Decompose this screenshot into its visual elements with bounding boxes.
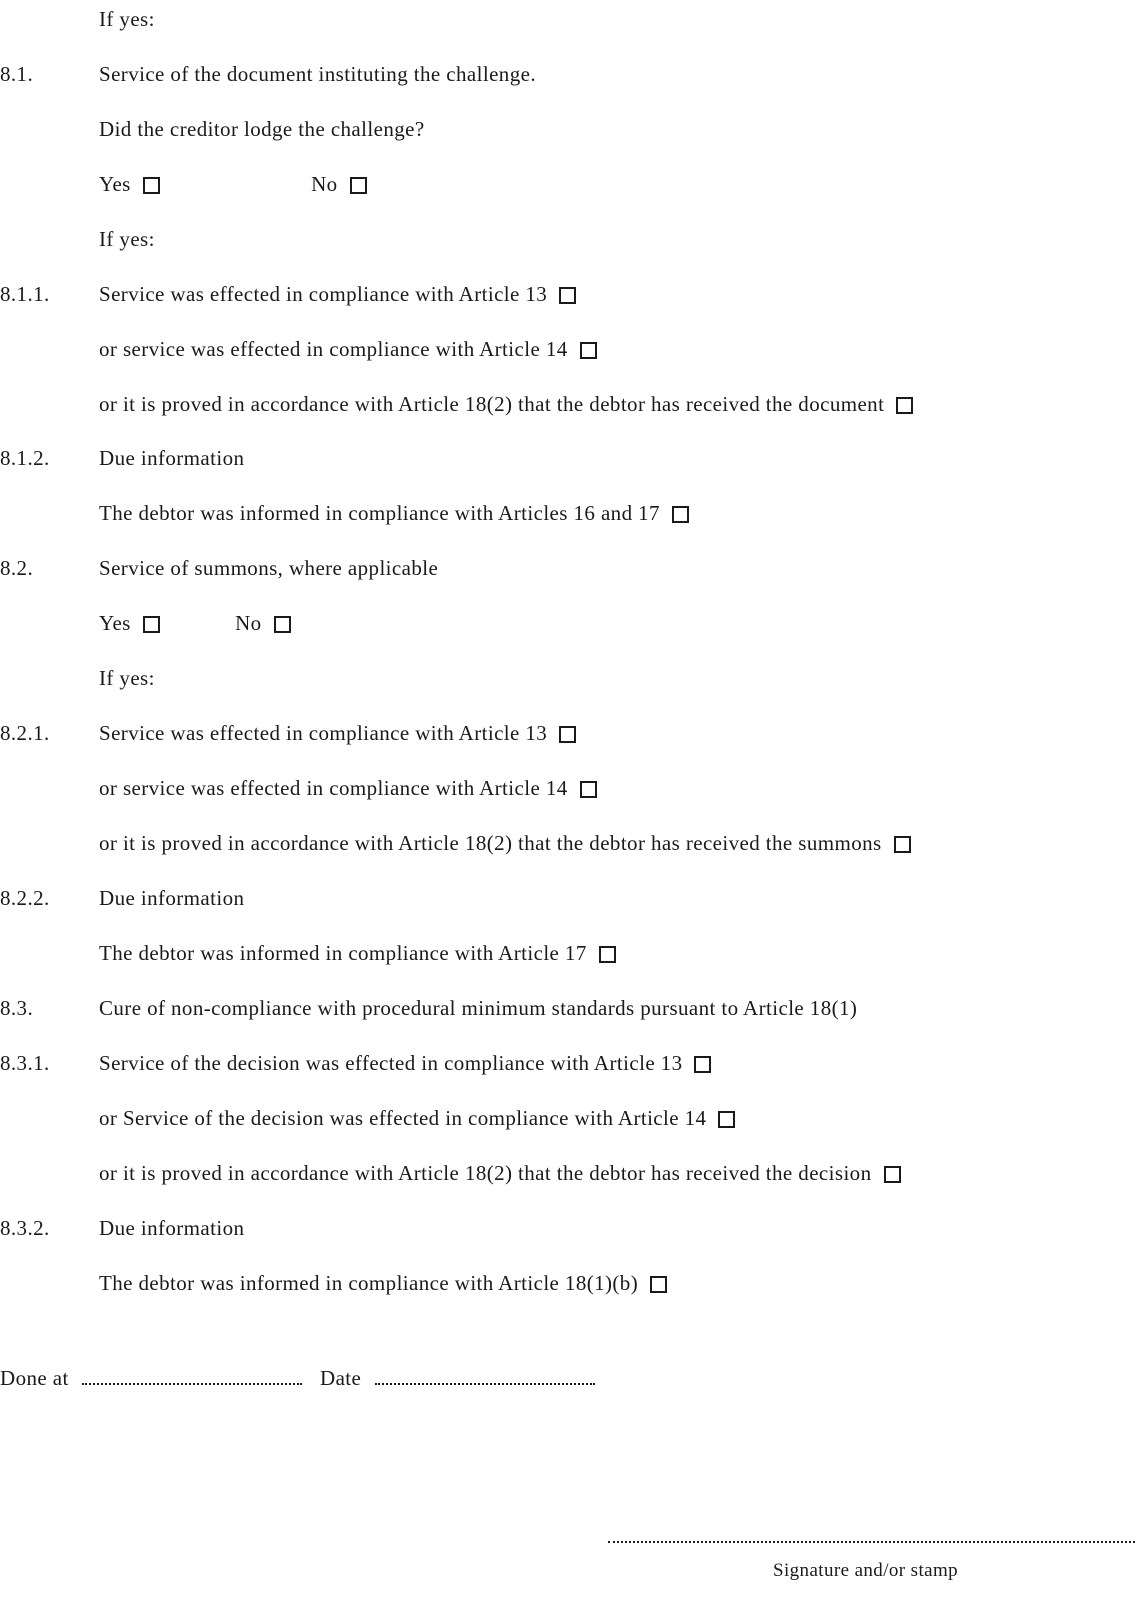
section-number: 8.2.1.	[0, 721, 50, 745]
no-label: No	[235, 611, 262, 635]
section-title: Due information	[99, 1216, 245, 1240]
article-18-2-checkbox[interactable]	[884, 1166, 901, 1183]
section-title: Due information	[99, 446, 245, 470]
section-number: 8.1.2.	[0, 446, 50, 470]
section-number: 8.1.	[0, 62, 34, 86]
yes-label: Yes	[99, 611, 131, 635]
section-title: Cure of non-compliance with procedural minimum standards pursuant to Article 18(1)	[99, 996, 858, 1020]
article-13-checkbox[interactable]	[559, 287, 576, 304]
done-at-label: Done at	[0, 1366, 69, 1390]
signature-field[interactable]	[608, 1541, 1135, 1543]
section-number: 8.3.1.	[0, 1051, 50, 1075]
yes-label: Yes	[99, 172, 131, 196]
section-number: 8.3.2.	[0, 1216, 50, 1240]
section-number: 8.3.	[0, 996, 34, 1020]
no-checkbox[interactable]	[350, 177, 367, 194]
done-at-field[interactable]	[82, 1369, 302, 1385]
section-number: 8.2.	[0, 556, 34, 580]
article-18-2-checkbox[interactable]	[896, 397, 913, 414]
article-13-checkbox[interactable]	[559, 726, 576, 743]
articles-16-17-checkbox[interactable]	[672, 506, 689, 523]
article-18-1-b-checkbox[interactable]	[650, 1276, 667, 1293]
section-title: Due information	[99, 886, 245, 910]
article-18-2-checkbox[interactable]	[894, 836, 911, 853]
article-17-checkbox[interactable]	[599, 946, 616, 963]
section-title: Service of the document instituting the challenge.	[99, 62, 536, 86]
section-title: Service of summons, where applicable	[99, 556, 439, 580]
date-label: Date	[320, 1366, 362, 1390]
article-14-checkbox[interactable]	[580, 781, 597, 798]
article-13-checkbox[interactable]	[694, 1056, 711, 1073]
article-14-checkbox[interactable]	[718, 1111, 735, 1128]
no-label: No	[311, 172, 338, 196]
yes-checkbox[interactable]	[143, 177, 160, 194]
yes-checkbox[interactable]	[143, 616, 160, 633]
no-checkbox[interactable]	[274, 616, 291, 633]
date-field[interactable]	[375, 1369, 595, 1385]
section-number: 8.1.1.	[0, 282, 50, 306]
done-at-row	[0, 1366, 595, 1390]
article-14-checkbox[interactable]	[580, 342, 597, 359]
section-number: 8.2.2.	[0, 886, 50, 910]
signature-label: Signature and/or stamp	[773, 1560, 959, 1581]
